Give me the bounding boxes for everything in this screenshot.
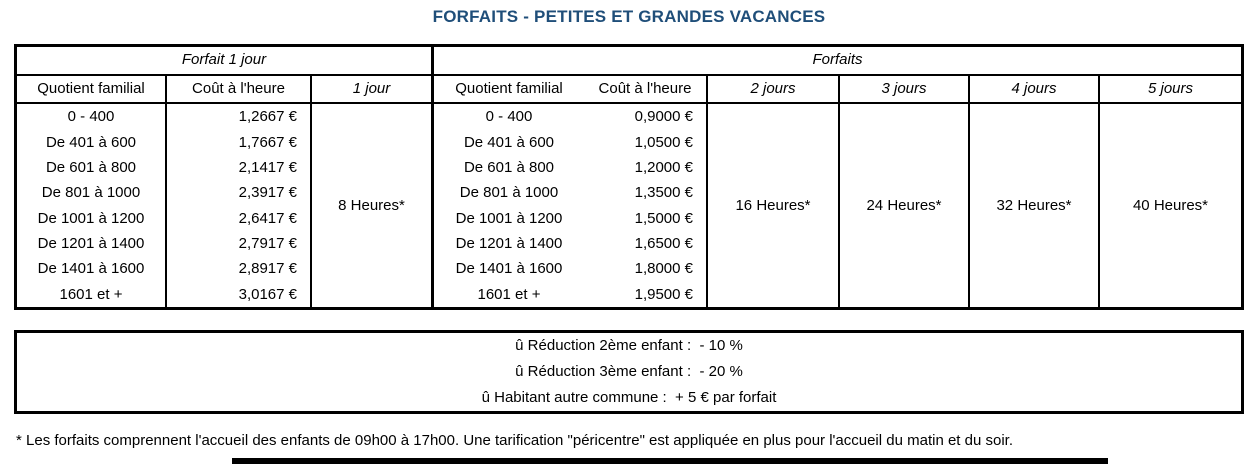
cost-cell: 1,5000 €: [634, 209, 693, 227]
right-column-headers: [434, 76, 1241, 104]
cost-cell: 1,0500 €: [634, 133, 693, 151]
duration-column-5-jours: [1100, 104, 1241, 307]
quotient-cell: De 801 à 1000: [459, 184, 559, 202]
cost-cell: 1,7667 €: [238, 133, 297, 151]
duration-column-2-jours: [708, 104, 840, 307]
quotient-cell: De 1401 à 1600: [455, 260, 563, 278]
section-header-forfaits: Forfaits: [434, 47, 1241, 76]
cost-cell: 1,2000 €: [634, 158, 693, 176]
left-column-headers: [17, 76, 431, 104]
right-quotient-column: [434, 104, 584, 307]
column-header-4-jours: 4 jours: [970, 76, 1100, 102]
left-duration-column: [312, 104, 431, 307]
cost-cell: 2,1417 €: [238, 158, 297, 176]
cost-cell: 1,6500 €: [634, 235, 693, 253]
duration-cell-32-heures: 32 Heures*: [996, 197, 1072, 214]
duration-column-3-jours: [840, 104, 970, 307]
right-cost-column: [584, 104, 708, 307]
duration-cell-40-heures: 40 Heures*: [1132, 197, 1209, 214]
quotient-cell: 0 - 400: [67, 108, 115, 126]
section-forfaits: [434, 47, 1241, 307]
quotient-cell: De 1201 à 1400: [455, 235, 563, 253]
reduction-line-autre-commune: û Habitant autre commune : + 5 € par forfait: [481, 389, 777, 406]
reduction-line-2eme-enfant: û Réduction 2ème enfant : - 10 %: [515, 337, 743, 354]
quotient-cell: De 1001 à 1200: [37, 209, 145, 227]
quotient-cell: De 801 à 1000: [41, 184, 141, 202]
column-header-cout-heure: Coût à l'heure: [167, 76, 312, 102]
cost-cell: 2,6417 €: [238, 209, 297, 227]
left-cost-column: [167, 104, 312, 307]
footnote: * Les forfaits comprennent l'accueil des enfants de 09h00 à 17h00. Une tarification "péricentre" est appliquée en plus pour l'accueil du matin et du soir.: [16, 432, 1013, 449]
column-header-quotient-familial: Quotient familial: [455, 80, 563, 97]
cost-cell: 2,3917 €: [238, 184, 297, 202]
cost-cell: 1,2667 €: [238, 108, 297, 126]
reduction-line-3eme-enfant: û Réduction 3ème enfant : - 20 %: [515, 363, 743, 380]
quotient-cell: De 1201 à 1400: [37, 235, 145, 253]
quotient-cell: De 401 à 600: [45, 133, 137, 151]
quotient-cell: 0 - 400: [485, 108, 533, 126]
quotient-cell: De 601 à 800: [463, 158, 555, 176]
page-title: FORFAITS - PETITES ET GRANDES VACANCES: [432, 7, 826, 26]
duration-cell-8-heures: 8 Heures*: [338, 197, 405, 214]
reductions-box: [14, 330, 1244, 414]
column-header-quotient-familial: Quotient familial: [17, 76, 167, 102]
column-header-2-jours: 2 jours: [708, 76, 840, 102]
column-header-3-jours: 3 jours: [840, 76, 970, 102]
quotient-cell: 1601 et +: [477, 285, 541, 303]
quotient-cell: De 1001 à 1200: [455, 209, 563, 227]
column-header-1-jour: 1 jour: [352, 80, 391, 97]
quotient-cell: 1601 et +: [59, 285, 123, 303]
left-table-body: [17, 104, 431, 307]
section-header-forfait-1-jour: Forfait 1 jour: [17, 47, 431, 76]
cost-cell: 3,0167 €: [238, 285, 297, 303]
cost-cell: 2,7917 €: [238, 235, 297, 253]
quotient-cell: De 401 à 600: [463, 133, 555, 151]
left-quotient-column: [17, 104, 167, 307]
quotient-cell: De 1401 à 1600: [37, 260, 145, 278]
quotient-cell: De 601 à 800: [45, 158, 137, 176]
column-header-cout-heure: Coût à l'heure: [584, 76, 708, 102]
right-table-body: [434, 104, 1241, 307]
cost-cell: 2,8917 €: [238, 260, 297, 278]
cutoff-table-edge: [232, 458, 1108, 464]
cost-cell: 1,3500 €: [634, 184, 693, 202]
duration-column-4-jours: [970, 104, 1100, 307]
cost-cell: 0,9000 €: [634, 108, 693, 126]
cost-cell: 1,9500 €: [634, 285, 693, 303]
duration-cell-16-heures: 16 Heures*: [735, 197, 811, 214]
column-header-5-jours: 5 jours: [1147, 80, 1194, 97]
cost-cell: 1,8000 €: [634, 260, 693, 278]
pricing-table: [14, 44, 1244, 310]
section-forfait-1-jour: [17, 47, 434, 307]
duration-cell-24-heures: 24 Heures*: [866, 197, 942, 214]
